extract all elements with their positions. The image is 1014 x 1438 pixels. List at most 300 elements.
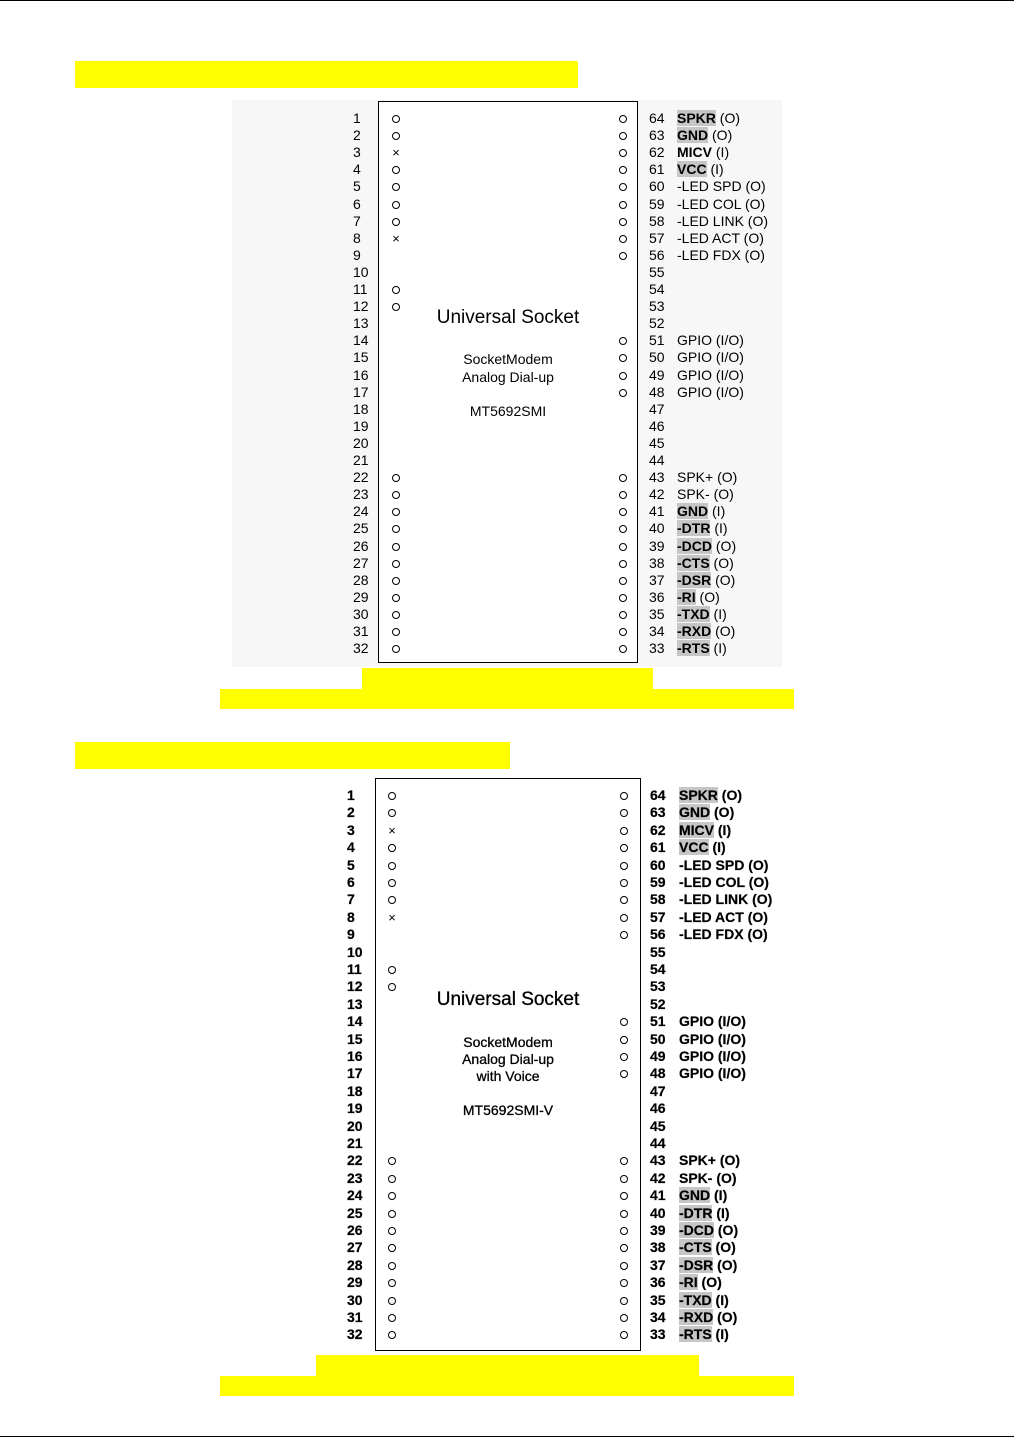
right-pin-number: 38 — [649, 554, 665, 571]
pin-direction: (O) — [713, 1309, 738, 1325]
left-pin-number: 2 — [353, 127, 361, 144]
pin-signal-name: GND — [677, 503, 709, 520]
pin-signal-name: -RXD — [677, 623, 712, 639]
right-pin-number: 38 — [650, 1239, 666, 1256]
pin-circle-icon — [392, 560, 400, 568]
left-pin-number: 31 — [353, 623, 369, 639]
right-pin-label — [677, 623, 735, 640]
pin-circle-icon — [619, 560, 627, 568]
right-pin-label — [677, 538, 736, 555]
pin-signal-name: SPKR — [677, 110, 716, 126]
right-pin-label — [677, 349, 744, 366]
pin-circle-icon — [620, 792, 628, 800]
right-pin-label — [677, 606, 727, 623]
top-rule — [0, 0, 1014, 1]
left-pin-number: 7 — [353, 212, 361, 229]
right-pin-number: 47 — [649, 400, 665, 417]
right-pin-number: 45 — [650, 1117, 666, 1134]
right-pin-label — [679, 1274, 722, 1291]
left-pin-number: 30 — [353, 605, 369, 622]
pin-circle-icon — [388, 1262, 396, 1270]
caption-bar-2a — [316, 1355, 699, 1376]
left-pin-number: 3 — [353, 144, 361, 161]
right-pin-label — [679, 1222, 738, 1239]
right-pin-label — [679, 891, 772, 908]
pin-circle-icon — [620, 1297, 628, 1305]
pin-direction: GPIO (I/O) — [677, 332, 744, 349]
left-pin-number: 15 — [347, 1030, 363, 1047]
pin-direction: -LED SPD (O) — [677, 178, 766, 195]
right-pin-number: 33 — [650, 1326, 666, 1343]
pin-direction: (I) — [709, 640, 727, 657]
left-pin-number: 17 — [353, 383, 369, 400]
pin-direction: (I) — [714, 821, 732, 838]
pin-circle-icon — [619, 218, 627, 226]
left-pin-number: 29 — [353, 588, 369, 605]
pin-circle-icon — [392, 286, 400, 294]
right-pin-label — [679, 839, 726, 856]
right-pin-number: 56 — [650, 926, 666, 943]
pin-signal-name: -DCD — [679, 1222, 714, 1238]
pin-direction: GPIO (I/O) — [677, 349, 744, 366]
pin-circle-icon — [620, 1053, 628, 1061]
pin-direction: SPK+ (O) — [677, 469, 738, 486]
right-pin-number: 34 — [650, 1309, 666, 1325]
right-pin-number: 37 — [649, 571, 665, 588]
pin-direction: (I) — [709, 605, 727, 622]
left-pin-number: 12 — [347, 978, 363, 995]
right-pin-label — [679, 1152, 740, 1169]
pin-direction: (O) — [695, 588, 720, 605]
right-pin-number: 39 — [649, 537, 665, 554]
left-pin-number: 16 — [347, 1048, 363, 1064]
right-pin-number: 63 — [650, 804, 666, 821]
chip-title: Universal Socket — [436, 307, 580, 328]
right-pin-number: 56 — [649, 246, 665, 263]
right-pin-number: 54 — [650, 961, 666, 977]
right-pin-label — [679, 1309, 737, 1326]
pin-circle-icon — [388, 862, 396, 870]
right-pin-label — [677, 555, 734, 572]
pin-circle-icon — [619, 235, 627, 243]
caption-bar-2b — [220, 1376, 794, 1396]
right-pin-number: 50 — [650, 1030, 666, 1047]
pin-circle-icon — [619, 372, 627, 380]
right-pin-number: 45 — [649, 434, 665, 451]
right-pin-label — [679, 1170, 737, 1187]
right-pin-label — [677, 589, 720, 606]
pin-signal-name: MICV — [679, 821, 714, 838]
right-pin-label — [679, 822, 731, 839]
pin-direction: (O) — [713, 1256, 738, 1273]
pin-circle-icon — [392, 577, 400, 585]
left-pin-number: 15 — [353, 349, 369, 366]
pin-direction: -LED LINK (O) — [677, 212, 769, 229]
pin-void-x-icon: × — [392, 145, 400, 161]
right-pin-label — [677, 247, 765, 264]
left-pin-number: 18 — [353, 400, 369, 417]
right-pin-label — [677, 196, 765, 213]
right-pin-label — [679, 926, 768, 943]
right-pin-number: 43 — [650, 1152, 666, 1169]
pin-circle-icon — [620, 1262, 628, 1270]
left-pin-number: 4 — [347, 839, 355, 856]
right-pin-number: 59 — [649, 195, 665, 212]
left-pin-number: 31 — [347, 1309, 363, 1325]
pin-signal-name: -RXD — [679, 1309, 714, 1325]
chip-line-2: Analog Dial-up — [462, 369, 554, 385]
pin-signal-name: -DTR — [677, 520, 711, 537]
left-pin-number: 21 — [353, 452, 369, 468]
left-pin-number: 2 — [347, 804, 355, 821]
pin-direction: -LED ACT (O) — [679, 908, 768, 925]
right-pin-label — [679, 1013, 746, 1030]
left-pin-number: 5 — [353, 178, 361, 195]
right-pin-number: 60 — [649, 178, 665, 195]
right-pin-number: 48 — [649, 383, 665, 400]
pin-direction: GPIO (I/O) — [677, 383, 744, 400]
pin-direction: -LED LINK (O) — [679, 891, 773, 908]
left-pin-number: 22 — [347, 1152, 363, 1169]
right-pin-number: 51 — [649, 332, 665, 349]
right-pin-number: 58 — [650, 891, 666, 908]
left-pin-number: 24 — [353, 503, 369, 520]
left-pin-number: 22 — [353, 469, 369, 486]
pin-signal-name: -TXD — [679, 1291, 712, 1308]
left-pin-number: 18 — [347, 1082, 363, 1099]
pin-direction: (I) — [712, 1204, 730, 1221]
right-pin-label — [677, 110, 740, 127]
right-pin-number: 61 — [650, 839, 666, 856]
right-pin-number: 42 — [650, 1169, 666, 1186]
right-pin-number: 58 — [649, 212, 665, 229]
right-pin-number: 46 — [649, 417, 665, 434]
right-pin-number: 35 — [649, 605, 665, 622]
pin-circle-icon — [619, 543, 627, 551]
pin-direction: (I) — [711, 1326, 729, 1343]
pin-direction: (O) — [715, 110, 741, 126]
right-pin-label — [677, 640, 727, 657]
pin-circle-icon — [392, 201, 400, 209]
right-pin-number: 53 — [649, 298, 665, 315]
left-pin-number: 1 — [353, 110, 361, 126]
right-pin-number: 41 — [649, 503, 665, 520]
pin-circle-icon — [620, 1314, 628, 1322]
pin-signal-name: GND — [679, 1187, 711, 1204]
pin-direction: (I) — [710, 520, 728, 537]
right-pin-label — [679, 874, 769, 891]
left-pin-number: 10 — [347, 943, 363, 960]
left-pin-number: 17 — [347, 1065, 363, 1082]
pin-direction: (O) — [714, 1222, 739, 1238]
pin-circle-icon — [620, 1175, 628, 1183]
pin-signal-name: MICV — [677, 144, 712, 161]
pin-void-x-icon: × — [388, 909, 396, 925]
left-pin-number: 27 — [353, 554, 369, 571]
right-pin-number: 48 — [650, 1065, 666, 1082]
pin-direction: (O) — [711, 571, 736, 588]
pin-direction: GPIO (I/O) — [679, 1030, 746, 1047]
pin-circle-icon — [619, 201, 627, 209]
pin-circle-icon — [388, 1175, 396, 1183]
right-pin-label — [677, 367, 744, 384]
pin-circle-icon — [619, 577, 627, 585]
left-pin-number: 29 — [347, 1274, 363, 1291]
right-pin-number: 62 — [650, 821, 666, 838]
pin-signal-name: VCC — [679, 839, 709, 856]
left-pin-number: 5 — [347, 856, 355, 873]
right-pin-number: 55 — [649, 263, 665, 280]
left-pin-number: 9 — [347, 926, 355, 943]
right-pin-number: 51 — [650, 1013, 666, 1030]
right-pin-number: 57 — [649, 229, 665, 246]
right-pin-number: 63 — [649, 127, 665, 144]
right-pin-label — [677, 332, 744, 349]
pin-signal-name: GND — [679, 804, 711, 821]
chip-line-1: SocketModem — [463, 1034, 553, 1050]
pin-void-x-icon: × — [392, 230, 400, 246]
pin-circle-icon — [619, 594, 627, 602]
right-pin-label — [677, 486, 734, 503]
left-pin-number: 8 — [347, 908, 355, 925]
pin-circle-icon — [620, 862, 628, 870]
pin-signal-name: -RI — [677, 588, 696, 605]
right-pin-number: 34 — [649, 623, 665, 639]
left-pin-number: 20 — [347, 1117, 363, 1134]
right-pin-number: 35 — [650, 1291, 666, 1308]
right-pin-number: 36 — [650, 1274, 666, 1291]
right-pin-label — [677, 503, 725, 520]
right-pin-number: 60 — [650, 856, 666, 873]
left-pin-number: 27 — [347, 1239, 363, 1256]
left-pin-number: 20 — [353, 434, 369, 451]
right-pin-number: 59 — [650, 874, 666, 890]
pin-signal-name: -TXD — [677, 605, 710, 622]
pin-circle-icon — [620, 879, 628, 887]
left-pin-number: 26 — [347, 1222, 363, 1238]
left-pin-number: 32 — [347, 1326, 363, 1343]
left-pin-number: 19 — [347, 1100, 363, 1117]
left-pin-number: 11 — [347, 961, 362, 977]
pin-direction: GPIO (I/O) — [679, 1013, 746, 1030]
caption-bar-1a — [362, 668, 653, 689]
right-pin-label — [677, 178, 766, 195]
left-pin-number: 4 — [353, 161, 361, 178]
pin-direction: (O) — [711, 1239, 736, 1256]
pin-direction: -LED FDX (O) — [679, 926, 768, 943]
left-pin-number: 13 — [353, 315, 369, 332]
chip-title: Universal Socket — [436, 989, 580, 1010]
pin-direction: (O) — [697, 1274, 722, 1291]
heading-bar-2 — [75, 742, 510, 769]
right-pin-number: 46 — [650, 1100, 666, 1117]
pin-direction: SPK+ (O) — [679, 1152, 741, 1169]
pin-circle-icon — [619, 628, 627, 636]
pin-circle-icon — [388, 966, 396, 974]
pin-circle-icon — [392, 115, 400, 123]
left-pin-number: 9 — [353, 246, 361, 263]
chip-line-1: SocketModem — [463, 351, 553, 367]
left-pin-number: 14 — [347, 1013, 363, 1030]
pin-signal-name: -DTR — [679, 1204, 713, 1221]
right-pin-label — [677, 230, 764, 247]
chip-model: MT5692SMI — [469, 403, 547, 419]
left-pin-number: 13 — [347, 995, 363, 1012]
right-pin-number: 42 — [649, 486, 665, 503]
right-pin-label — [679, 1031, 746, 1048]
pin-circle-icon — [620, 827, 628, 835]
pin-circle-icon — [620, 914, 628, 922]
right-pin-number: 39 — [650, 1222, 666, 1238]
right-pin-number: 61 — [649, 161, 665, 178]
right-pin-number: 43 — [649, 469, 665, 486]
right-pin-label — [677, 144, 729, 161]
left-pin-number: 26 — [353, 537, 369, 554]
socket-outline — [375, 778, 641, 1351]
right-pin-label — [679, 857, 768, 874]
pin-signal-name: VCC — [677, 161, 707, 178]
pin-direction: (I) — [708, 503, 726, 520]
pin-circle-icon — [619, 389, 627, 397]
pin-signal-name: -RTS — [677, 640, 710, 657]
right-pin-label — [679, 1048, 746, 1065]
left-pin-number: 28 — [353, 571, 369, 588]
pin-direction: -LED SPD (O) — [679, 856, 769, 873]
pin-direction: SPK- (O) — [677, 486, 734, 503]
right-pin-number: 52 — [650, 995, 666, 1012]
left-pin-number: 30 — [347, 1291, 363, 1308]
bottom-rule — [0, 1436, 1014, 1437]
pin-circle-icon — [388, 1297, 396, 1305]
pin-direction: (O) — [712, 537, 737, 554]
pin-direction: (O) — [708, 127, 733, 144]
pin-circle-icon — [620, 1036, 628, 1044]
pin-circle-icon — [620, 1227, 628, 1235]
pin-direction: -LED FDX (O) — [677, 246, 765, 263]
pin-circle-icon — [392, 543, 400, 551]
pin-circle-icon — [619, 611, 627, 619]
chip-line-3: with Voice — [476, 1068, 540, 1084]
right-pin-number: 40 — [649, 520, 665, 537]
right-pin-label — [679, 1292, 729, 1309]
left-pin-number: 25 — [347, 1204, 363, 1221]
left-pin-number: 24 — [347, 1187, 363, 1204]
socket-outline — [378, 101, 638, 663]
right-pin-number: 44 — [649, 452, 665, 468]
right-pin-label — [679, 1326, 729, 1343]
pin-direction: SPK- (O) — [679, 1169, 737, 1186]
heading-bar-1 — [75, 61, 578, 88]
left-pin-number: 28 — [347, 1256, 363, 1273]
right-pin-number: 62 — [649, 144, 665, 161]
left-pin-number: 11 — [353, 281, 368, 297]
pin-direction: GPIO (I/O) — [677, 366, 744, 383]
right-pin-number: 54 — [649, 281, 665, 297]
right-pin-number: 53 — [650, 978, 666, 995]
right-pin-number: 64 — [649, 110, 665, 126]
pin-circle-icon — [388, 879, 396, 887]
pin-circle-icon — [392, 218, 400, 226]
right-pin-label — [677, 213, 768, 230]
chip-model: MT5692SMI-V — [462, 1102, 554, 1118]
left-pin-number: 25 — [353, 520, 369, 537]
left-pin-number: 16 — [353, 366, 369, 383]
chip-line-2: Analog Dial-up — [462, 1051, 554, 1067]
right-pin-number: 40 — [650, 1204, 666, 1221]
pin-circle-icon — [392, 628, 400, 636]
right-pin-number: 57 — [650, 908, 666, 925]
right-pin-label — [679, 909, 768, 926]
right-pin-number: 44 — [650, 1135, 666, 1151]
left-pin-number: 6 — [347, 874, 355, 890]
right-pin-number: 36 — [649, 588, 665, 605]
pin-circle-icon — [392, 611, 400, 619]
pin-circle-icon — [620, 1210, 628, 1218]
right-pin-number: 64 — [650, 787, 666, 803]
pin-direction: (I) — [708, 839, 726, 856]
pin-signal-name: -CTS — [679, 1239, 712, 1256]
pin-direction: -LED ACT (O) — [677, 229, 764, 246]
pin-direction: (O) — [709, 554, 734, 571]
pin-signal-name: -DCD — [677, 537, 712, 554]
left-pin-number: 21 — [347, 1135, 363, 1151]
left-pin-number: 6 — [353, 195, 361, 212]
right-pin-label — [677, 520, 728, 537]
pin-direction: (O) — [711, 623, 736, 639]
pin-direction: -LED COL (O) — [679, 874, 769, 890]
right-pin-label — [679, 1187, 727, 1204]
right-pin-number: 55 — [650, 943, 666, 960]
right-pin-label — [677, 161, 724, 178]
pin-direction: (I) — [712, 144, 730, 161]
right-pin-label — [679, 1257, 737, 1274]
left-pin-number: 23 — [347, 1169, 363, 1186]
pin-circle-icon — [388, 1314, 396, 1322]
right-pin-number: 47 — [650, 1082, 666, 1099]
right-pin-number: 37 — [650, 1256, 666, 1273]
pin-direction: (I) — [710, 1187, 728, 1204]
right-pin-label — [677, 469, 737, 486]
right-pin-number: 50 — [649, 349, 665, 366]
pin-signal-name: SPKR — [679, 787, 718, 803]
caption-bar-1b — [220, 689, 794, 709]
pin-circle-icon — [392, 594, 400, 602]
pin-direction: GPIO (I/O) — [679, 1065, 746, 1082]
pin-circle-icon — [619, 115, 627, 123]
right-pin-label — [677, 384, 744, 401]
right-pin-label — [679, 1065, 746, 1082]
right-pin-label — [679, 1239, 736, 1256]
right-pin-label — [679, 1205, 730, 1222]
right-pin-label — [679, 804, 734, 821]
pin-direction: (O) — [710, 804, 735, 821]
pin-signal-name: -RTS — [679, 1326, 712, 1343]
left-pin-number: 23 — [353, 486, 369, 503]
pin-direction: (I) — [706, 161, 724, 178]
left-pin-number: 8 — [353, 229, 361, 246]
right-pin-number: 49 — [649, 366, 665, 383]
right-pin-number: 52 — [649, 315, 665, 332]
pin-circle-icon — [388, 792, 396, 800]
pin-signal-name: -DSR — [679, 1256, 714, 1273]
pin-direction: GPIO (I/O) — [679, 1048, 746, 1064]
pin-direction: -LED COL (O) — [677, 195, 766, 212]
pin-void-x-icon: × — [388, 822, 396, 838]
pin-circle-icon — [388, 1210, 396, 1218]
pin-circle-icon — [388, 1227, 396, 1235]
left-pin-number: 32 — [353, 640, 369, 657]
right-pin-number: 33 — [649, 640, 665, 657]
